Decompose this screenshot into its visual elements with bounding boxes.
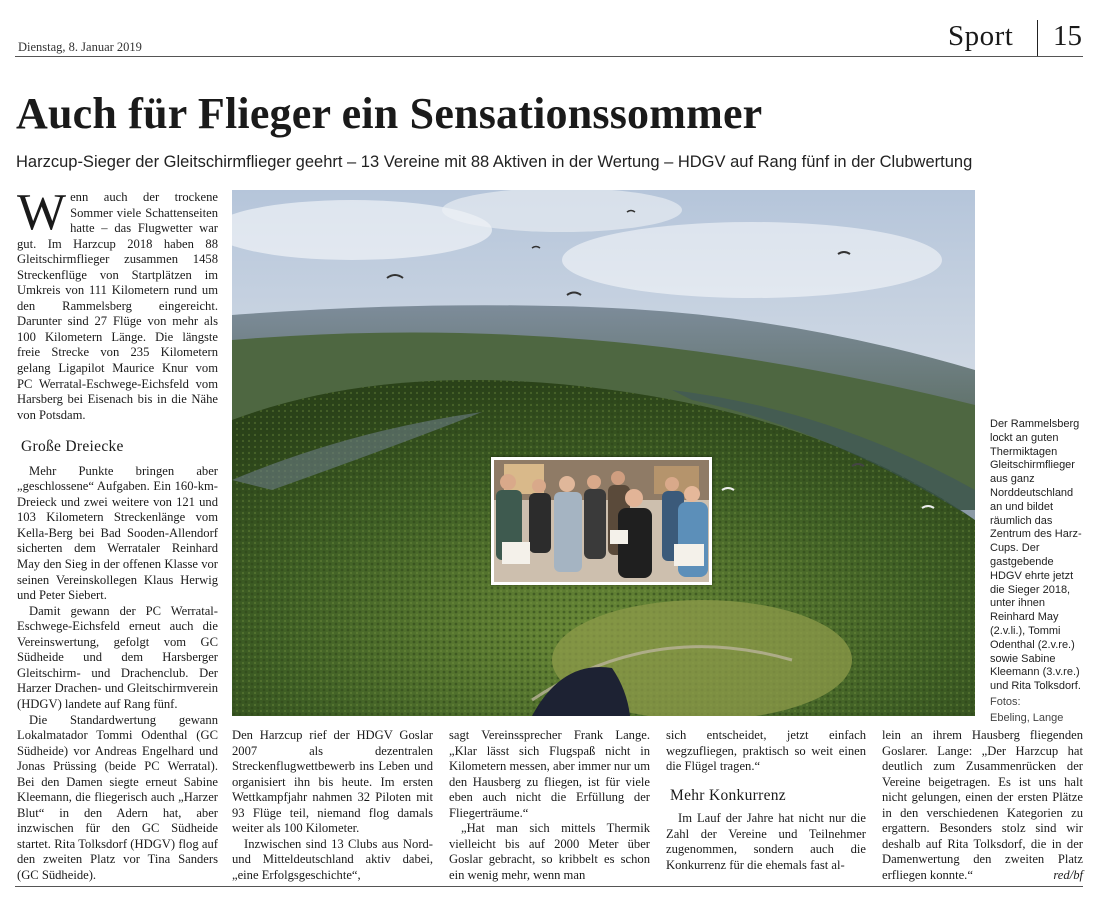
winners-group-photo <box>491 457 712 585</box>
group-photo-illustration <box>494 460 709 582</box>
paragraph: Damit gewann der PC Werratal-Eschwege-Eichsfeld erneut auch die Vereinswertung, gefolgt vom GC Südheide und dem Harsberger Gleitschirm- und Drachenclub. Der Harzer Drachen- und Gleitschirmverein (HDGV) landete auf Rang fünf. <box>17 603 218 711</box>
headline: Auch für Flieger ein Sensationssommer <box>16 89 763 138</box>
paragraph: „Hat man sich mittels Thermik vielleicht bis auf 2000 Meter über Goslar gebracht, so kribbelt es schon ein wenig mehr, wenn man <box>449 821 650 882</box>
photo-caption <box>990 418 1082 726</box>
subhead-grosse-dreiecke: Große Dreiecke <box>21 438 124 456</box>
paragraph: Die Standardwertung gewann Lokalmatador Tommi Odenthal (GC Südheide) vor Andreas Engelhard und Jonas Prüssing (beide PC Werratal). Bei den Damen siegte erneut Sabine Kleemann, die fliegerisch auch „Harzer Blut“ in den Adern hat, aber inzwischen für den GC Südheide startet. Rita Tolksdorf (HDGV) flog auf den zweiten Platz vor Tina Sanders (GC Südheide). <box>17 712 218 882</box>
aerial-photo-illustration <box>232 190 975 716</box>
paragraph <box>882 728 1083 883</box>
paragraph: Den Harzcup rief der HDGV Goslar 2007 als dezentralen Streckenflugwettbewerb ins Leben und organisiert ihn bis heute. Im ersten Wettkampfjahr nahmen 32 Piloten mit 93 Flüge teil, niemand flog damals weiter als 100 Kilometer. <box>232 728 433 836</box>
paragraph-text: lein an ihrem Hausberg fliegenden Goslarer. Lange: „Der Harzcup hat deutlich zum Zusammenrücken der Vereine beigetragen. Es ist uns halt nicht gelungen, einen der ersten Plätze in den verschiedenen Kategorien zu ergattern. Besonders stolz sind wir deshalb auf Rita Tolksdorf, die in der Damenwertung den zweiten Platz erfliegen konnte.“ <box>882 728 1083 882</box>
header-divider <box>1037 20 1038 56</box>
paragraph: Im Lauf der Jahre hat nicht nur die Zahl der Vereine und Teilnehmer zugenommen, sondern auch die Konkurrenz für die ehemals fast al- <box>666 811 866 872</box>
subheadline: Harzcup-Sieger der Gleitschirmflieger geehrt – 13 Vereine mit 88 Aktiven in der Wertung – HDGV auf Rang fünf in der Clubwertung <box>16 153 973 171</box>
header-rule <box>15 56 1083 57</box>
intro-text: enn auch der trockene Sommer viele Schattenseiten hatte – das Flugwetter war gut. Im Harzcup 2018 haben 88 Gleitschirmflieger zusammen 1458 Streckenflüge von Startplätzen im Umkreis von 111 Kilometern rund um den Rammelsberg eingereicht. Darunter sind 27 Flüge von mehr als 100 Kilometern Länge. Die längste freie Strecke von 235 Kilometern gelang Ligapilot Maurice Knur vom PC Werratal-Eschwege-Eichsfeld vom Harsberg bei Eisenach bis in die Nähe von Potsdam. <box>17 190 218 422</box>
page-number: 15 <box>1053 20 1082 52</box>
section-label: Sport <box>948 20 1014 52</box>
drop-cap: W <box>17 184 67 241</box>
caption-text: Der Rammelsberg lockt an guten Thermiktagen Gleitschirmflieger aus ganz Norddeutschland an und bildet räumlich das Zentrum des Harz-Cups. Der gastgebende HDGV ehrte jetzt die Sieger 2018, unter ihnen Reinhard May (2.v.li.), Tommi Odenthal (2.v.re.) sowie Sabine Kleemann (3.v.re.) und Rita Tolksdorf. <box>990 418 1082 693</box>
photo-credit-names: Ebeling, Lange <box>990 711 1064 724</box>
article-column-5 <box>882 728 1083 883</box>
footer-rule <box>15 886 1083 887</box>
paragraph: sagt Vereinssprecher Frank Lange. „Klar lässt sich Flugspaß nicht in Kilometern messen, aber immer nur um den Hausberg zu fliegen, ist für viele eben auch nicht die Erfüllung der Fliegerträume.“ <box>449 728 650 820</box>
aerial-photo <box>232 190 975 716</box>
intro-paragraph <box>17 184 218 423</box>
subhead-mehr-konkurrenz: Mehr Konkurrenz <box>670 786 786 804</box>
issue-date: Dienstag, 8. Januar 2019 <box>18 40 142 54</box>
author-signoff: red/bf <box>1053 867 1083 882</box>
paragraph: sich entscheidet, jetzt einfach wegzufliegen, praktisch so weit einen die Flügel tragen.“ <box>666 728 866 774</box>
article-column-4 <box>666 728 866 873</box>
article-column-1 <box>17 184 218 884</box>
paragraph: Inzwischen sind 13 Clubs aus Nord- und Mitteldeutschland aktiv dabei, „eine Erfolgsgeschichte“, <box>232 836 433 882</box>
article-column-2 <box>232 728 433 883</box>
paragraph: Mehr Punkte bringen aber „geschlossene“ Aufgaben. Ein 160-km-Dreieck und zwei weitere von 121 und 103 Kilometern Streckenlänge vom Kella-Berg bei Bad Sooden-Allendorf sicherten dem Werrataler Reinhard May den Sieg in der offenen Klasse vor seinen Vereinskollegen Klaus Herwig und Peter Siebert. <box>17 463 218 603</box>
article-column-3 <box>449 728 650 883</box>
photo-credit-label: Fotos: <box>990 695 1021 708</box>
